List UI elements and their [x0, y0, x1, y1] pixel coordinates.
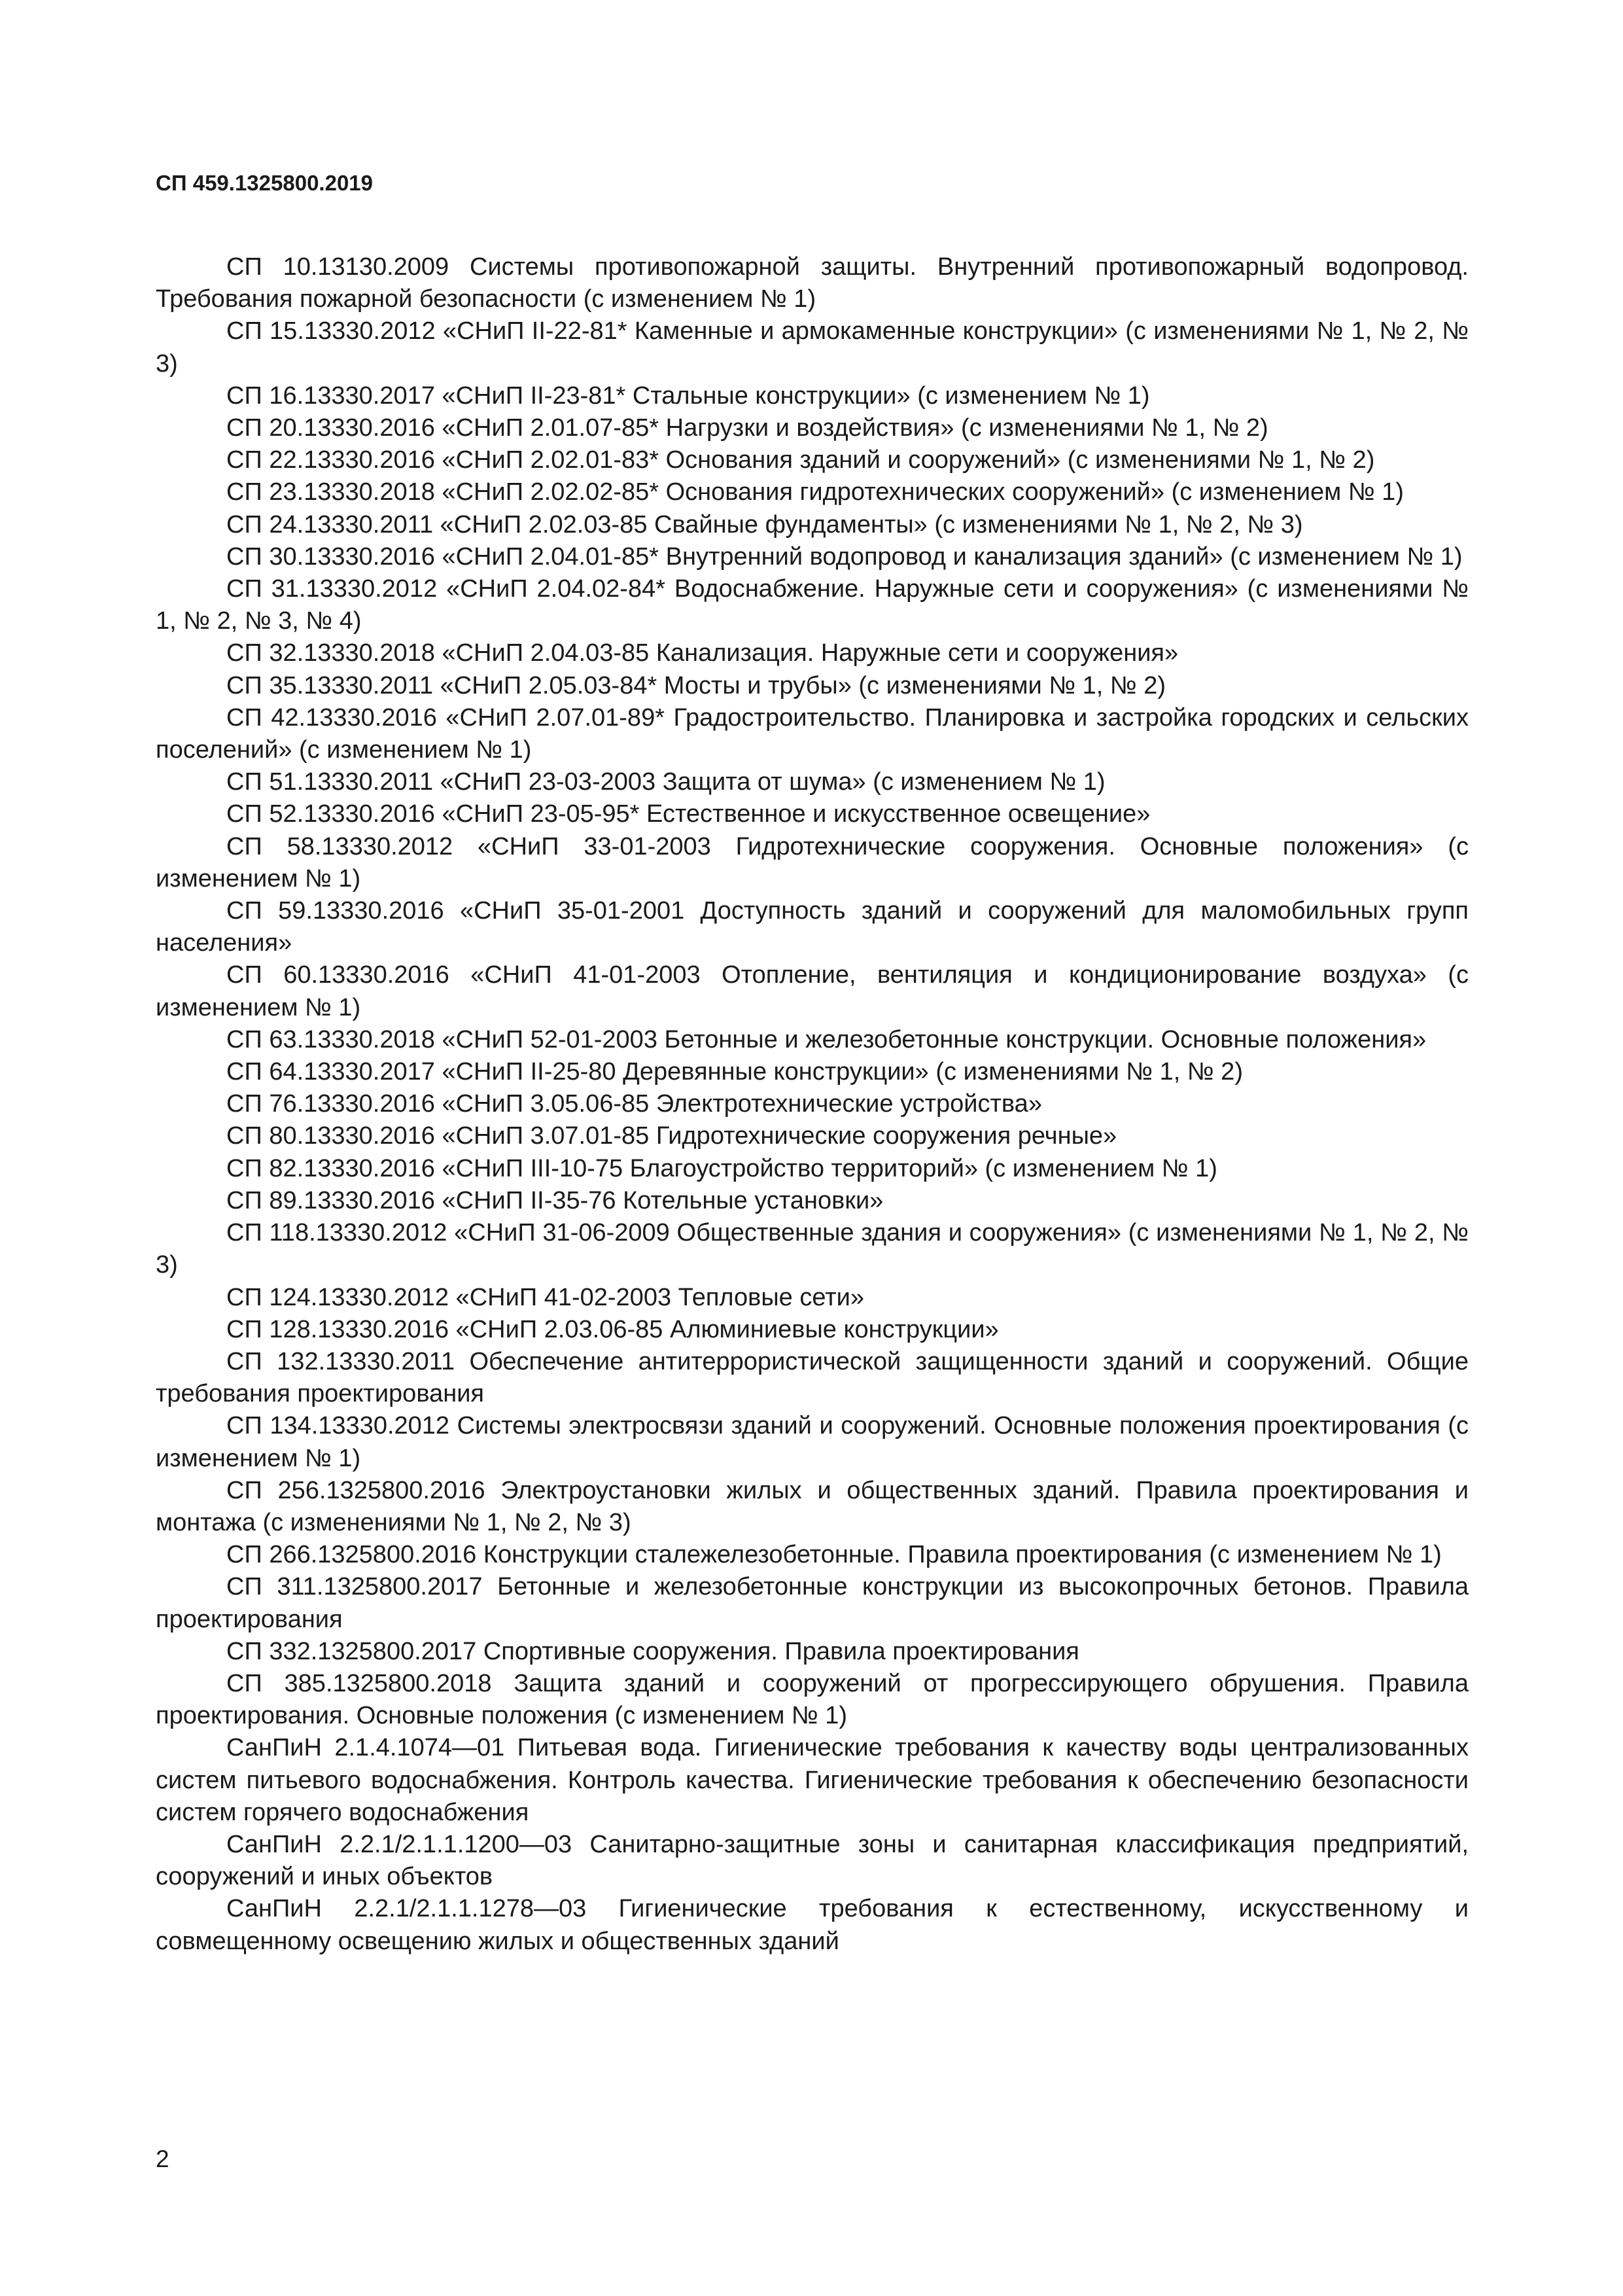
reference-item: СП 10.13130.2009 Системы противопожарной защиты. Внутренний противопожарный водопровод. Требования пожарной безопасности (с изменением № 1): [156, 253, 1469, 313]
reference-item: СП 128.13330.2016 «СНиП 2.03.06-85 Алюминиевые конструкции»: [226, 1315, 999, 1343]
reference-item: СП 256.1325800.2016 Электроустановки жилых и общественных зданий. Правила проектирования и монтажа (с изменениями № 1, № 2, № 3): [156, 1476, 1469, 1536]
document-code-header: СП 459.1325800.2019: [156, 171, 373, 195]
reference-item: СанПиН 2.2.1/2.1.1.1278—03 Гигиенические требования к естественному, искусственному и совмещенному освещению жилых и общественных зданий: [156, 1895, 1469, 1955]
reference-item: СанПиН 2.1.4.1074—01 Питьевая вода. Гигиенические требования к качеству воды централизованных систем питьевого водоснабжения. Контроль качества. Гигиенические требования к обеспечению безопасности систем горячего водоснабжения: [156, 1734, 1469, 1826]
reference-item: СанПиН 2.2.1/2.1.1.1200—03 Санитарно-защитные зоны и санитарная классификация предприятий, сооружений и иных объектов: [156, 1830, 1469, 1891]
reference-item: СП 89.13330.2016 «СНиП II-35-76 Котельные установки»: [226, 1186, 884, 1214]
reference-item: СП 16.13330.2017 «СНиП II-23-81* Стальные конструкции» (с изменением № 1): [226, 381, 1150, 410]
reference-item: СП 59.13330.2016 «СНиП 35-01-2001 Доступность зданий и сооружений для маломобильных групп населения»: [156, 897, 1469, 957]
reference-item: СП 24.13330.2011 «СНиП 2.02.03-85 Свайные фундаменты» (с изменениями № 1, № 2, № 3): [226, 510, 1303, 539]
reference-item: СП 82.13330.2016 «СНиП III-10-75 Благоустройство территорий» (с изменением № 1): [226, 1154, 1217, 1182]
reference-item: СП 80.13330.2016 «СНиП 3.07.01-85 Гидротехнические сооружения речные»: [226, 1122, 1117, 1150]
reference-item: СП 134.13330.2012 Системы электросвязи зданий и сооружений. Основные положения проектирования (с изменением № 1): [156, 1412, 1469, 1472]
reference-item: СП 311.1325800.2017 Бетонные и железобетонные конструкции из высокопрочных бетонов. Правила проектирования: [156, 1573, 1469, 1633]
reference-item: СП 64.13330.2017 «СНиП II-25-80 Деревянные конструкции» (с изменениями № 1, № 2): [226, 1058, 1243, 1086]
reference-item: СП 118.13330.2012 «СНиП 31-06-2009 Общественные здания и сооружения» (с изменениями № 1, № 2, № 3): [156, 1219, 1469, 1279]
normative-references-list: [156, 251, 1469, 1958]
reference-item: СП 266.1325800.2016 Конструкции сталежелезобетонные. Правила проектирования (с изменением № 1): [226, 1541, 1442, 1569]
reference-item: СП 23.13330.2018 «СНиП 2.02.02-85* Основания гидротехнических сооружений» (с изменением № 1): [226, 478, 1404, 506]
reference-item: СП 76.13330.2016 «СНиП 3.05.06-85 Электротехнические устройства»: [226, 1090, 1042, 1118]
reference-item: СП 51.13330.2011 «СНиП 23-03-2003 Защита от шума» (с изменением № 1): [226, 768, 1106, 796]
reference-item: СП 30.13330.2016 «СНиП 2.04.01-85* Внутренний водопровод и канализация зданий» (с изменением № 1): [226, 542, 1463, 571]
reference-item: СП 22.13330.2016 «СНиП 2.02.01-83* Основания зданий и сооружений» (с изменениями № 1, № 2): [226, 446, 1375, 474]
reference-item: СП 385.1325800.2018 Защита зданий и сооружений от прогрессирующего обрушения. Правила проектирования. Основные положения (с изменением № 1): [156, 1669, 1469, 1730]
reference-item: СП 42.13330.2016 «СНиП 2.07.01-89* Градостроительство. Планировка и застройка городских и сельских поселений» (с изменением № 1): [156, 703, 1469, 764]
reference-item: СП 63.13330.2018 «СНиП 52-01-2003 Бетонные и железобетонные конструкции. Основные положения»: [226, 1025, 1427, 1053]
reference-item: СП 20.13330.2016 «СНиП 2.01.07-85* Нагрузки и воздействия» (с изменениями № 1, № 2): [226, 414, 1268, 442]
reference-item: СП 132.13330.2011 Обеспечение антитеррористической защищенности зданий и сооружений. Общие требования проектирования: [156, 1347, 1469, 1408]
reference-item: СП 58.13330.2012 «СНиП 33-01-2003 Гидротехнические сооружения. Основные положения» (с изменением № 1): [156, 832, 1469, 892]
reference-item: СП 52.13330.2016 «СНиП 23-05-95* Естественное и искусственное освещение»: [226, 800, 1151, 828]
reference-item: СП 332.1325800.2017 Спортивные сооружения. Правила проектирования: [226, 1637, 1079, 1665]
page-number: 2: [156, 2146, 169, 2172]
reference-item: СП 35.13330.2011 «СНиП 2.05.03-84* Мосты и трубы» (с изменениями № 1, № 2): [226, 671, 1166, 699]
reference-item: СП 31.13330.2012 «СНиП 2.04.02-84* Водоснабжение. Наружные сети и сооружения» (с изменениями № 1, № 2, № 3, № 4): [156, 575, 1469, 635]
reference-item: СП 60.13330.2016 «СНиП 41-01-2003 Отопление, вентиляция и кондиционирование воздуха» (с изменением № 1): [156, 961, 1469, 1021]
reference-item: СП 15.13330.2012 «СНиП II-22-81* Каменные и армокаменные конструкции» (с изменениями № 1, № 2, № 3): [156, 317, 1469, 378]
reference-item: СП 32.13330.2018 «СНиП 2.04.03-85 Канализация. Наружные сети и сооружения»: [226, 639, 1179, 667]
reference-item: СП 124.13330.2012 «СНиП 41-02-2003 Тепловые сети»: [226, 1283, 864, 1311]
